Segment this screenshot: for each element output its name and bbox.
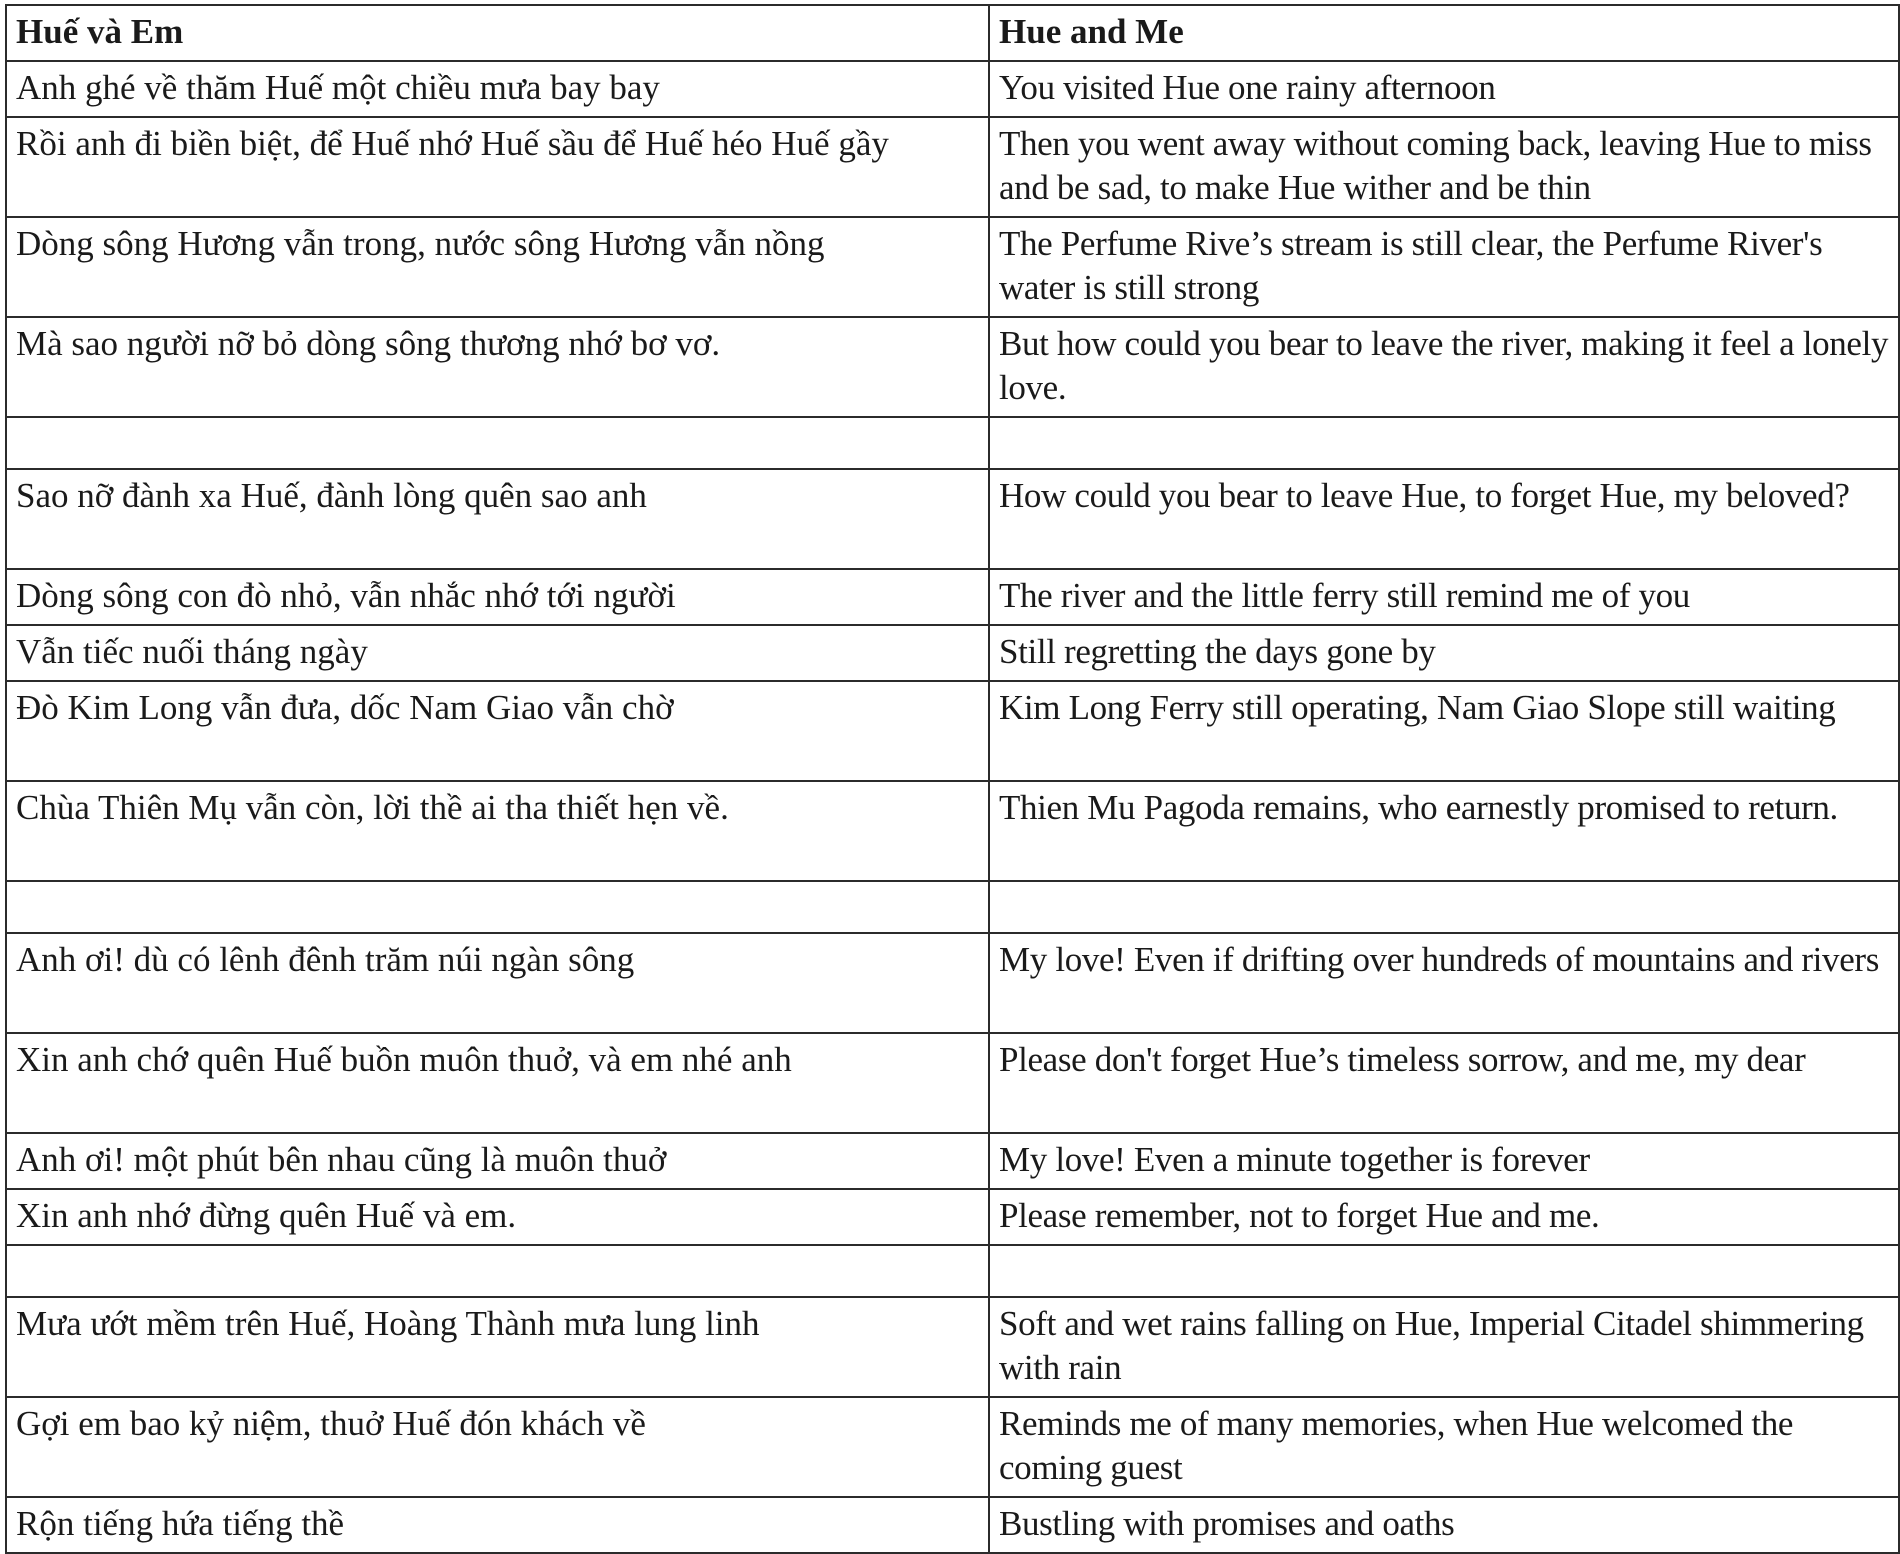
table-row [6, 625, 1899, 681]
table-row [6, 1033, 1899, 1133]
english-title: Hue and Me [989, 5, 1899, 61]
vietnamese-title: Huế và Em [6, 5, 989, 61]
table-row [6, 317, 1899, 417]
table-row [6, 217, 1899, 317]
stanza-break-row [6, 417, 1899, 469]
table-row [6, 1189, 1899, 1245]
table-row [6, 569, 1899, 625]
vietnamese-line: Anh ghé về thăm Huế một chiều mưa bay bay [6, 61, 989, 117]
english-line: Soft and wet rains falling on Hue, Imperial Citadel shimmering with rain [989, 1297, 1899, 1397]
vietnamese-line: Dòng sông Hương vẫn trong, nước sông Hương vẫn nồng [6, 217, 989, 317]
english-line: My love! Even a minute together is forever [989, 1133, 1899, 1189]
english-line [989, 881, 1899, 933]
english-line: Thien Mu Pagoda remains, who earnestly promised to return. [989, 781, 1899, 881]
table-row [6, 933, 1899, 1033]
english-line [989, 1245, 1899, 1297]
vietnamese-line: Xin anh chớ quên Huế buồn muôn thuở, và em nhé anh [6, 1033, 989, 1133]
table-row [6, 1497, 1899, 1553]
vietnamese-line: Xin anh nhớ đừng quên Huế và em. [6, 1189, 989, 1245]
english-line: But how could you bear to leave the river, making it feel a lonely love. [989, 317, 1899, 417]
vietnamese-line: Anh ơi! dù có lênh đênh trăm núi ngàn sông [6, 933, 989, 1033]
english-line: Reminds me of many memories, when Hue welcomed the coming guest [989, 1397, 1899, 1497]
header-row [6, 5, 1899, 61]
vietnamese-line: Dòng sông con đò nhỏ, vẫn nhắc nhớ tới người [6, 569, 989, 625]
english-line: Bustling with promises and oaths [989, 1497, 1899, 1553]
poem-translation-table [5, 4, 1900, 1554]
vietnamese-line: Vẫn tiếc nuối tháng ngày [6, 625, 989, 681]
vietnamese-line: Anh ơi! một phút bên nhau cũng là muôn thuở [6, 1133, 989, 1189]
stanza-break-row [6, 881, 1899, 933]
vietnamese-line: Đò Kim Long vẫn đưa, dốc Nam Giao vẫn chờ [6, 681, 989, 781]
table-row [6, 781, 1899, 881]
vietnamese-line [6, 1245, 989, 1297]
vietnamese-line [6, 417, 989, 469]
english-line: The Perfume Rive’s stream is still clear, the Perfume River's water is still strong [989, 217, 1899, 317]
table-row [6, 1297, 1899, 1397]
vietnamese-line: Gợi em bao kỷ niệm, thuở Huế đón khách về [6, 1397, 989, 1497]
english-line: Still regretting the days gone by [989, 625, 1899, 681]
english-line [989, 417, 1899, 469]
vietnamese-line [6, 881, 989, 933]
english-line: Please don't forget Hue’s timeless sorrow, and me, my dear [989, 1033, 1899, 1133]
vietnamese-line: Chùa Thiên Mụ vẫn còn, lời thề ai tha thiết hẹn về. [6, 781, 989, 881]
vietnamese-line: Sao nỡ đành xa Huế, đành lòng quên sao anh [6, 469, 989, 569]
table-row [6, 1133, 1899, 1189]
english-line: You visited Hue one rainy afternoon [989, 61, 1899, 117]
english-line: My love! Even if drifting over hundreds of mountains and rivers [989, 933, 1899, 1033]
english-line: Then you went away without coming back, leaving Hue to miss and be sad, to make Hue wither and be thin [989, 117, 1899, 217]
table-row [6, 1397, 1899, 1497]
table-row [6, 61, 1899, 117]
stanza-break-row [6, 1245, 1899, 1297]
english-line: The river and the little ferry still remind me of you [989, 569, 1899, 625]
table-row [6, 469, 1899, 569]
vietnamese-line: Mà sao người nỡ bỏ dòng sông thương nhớ bơ vơ. [6, 317, 989, 417]
english-line: Please remember, not to forget Hue and me. [989, 1189, 1899, 1245]
table-row [6, 681, 1899, 781]
vietnamese-line: Mưa ướt mềm trên Huế, Hoàng Thành mưa lung linh [6, 1297, 989, 1397]
english-line: Kim Long Ferry still operating, Nam Giao Slope still waiting [989, 681, 1899, 781]
vietnamese-line: Rộn tiếng hứa tiếng thề [6, 1497, 989, 1553]
table-row [6, 117, 1899, 217]
vietnamese-line: Rồi anh đi biền biệt, để Huế nhớ Huế sầu để Huế héo Huế gầy [6, 117, 989, 217]
english-line: How could you bear to leave Hue, to forget Hue, my beloved? [989, 469, 1899, 569]
